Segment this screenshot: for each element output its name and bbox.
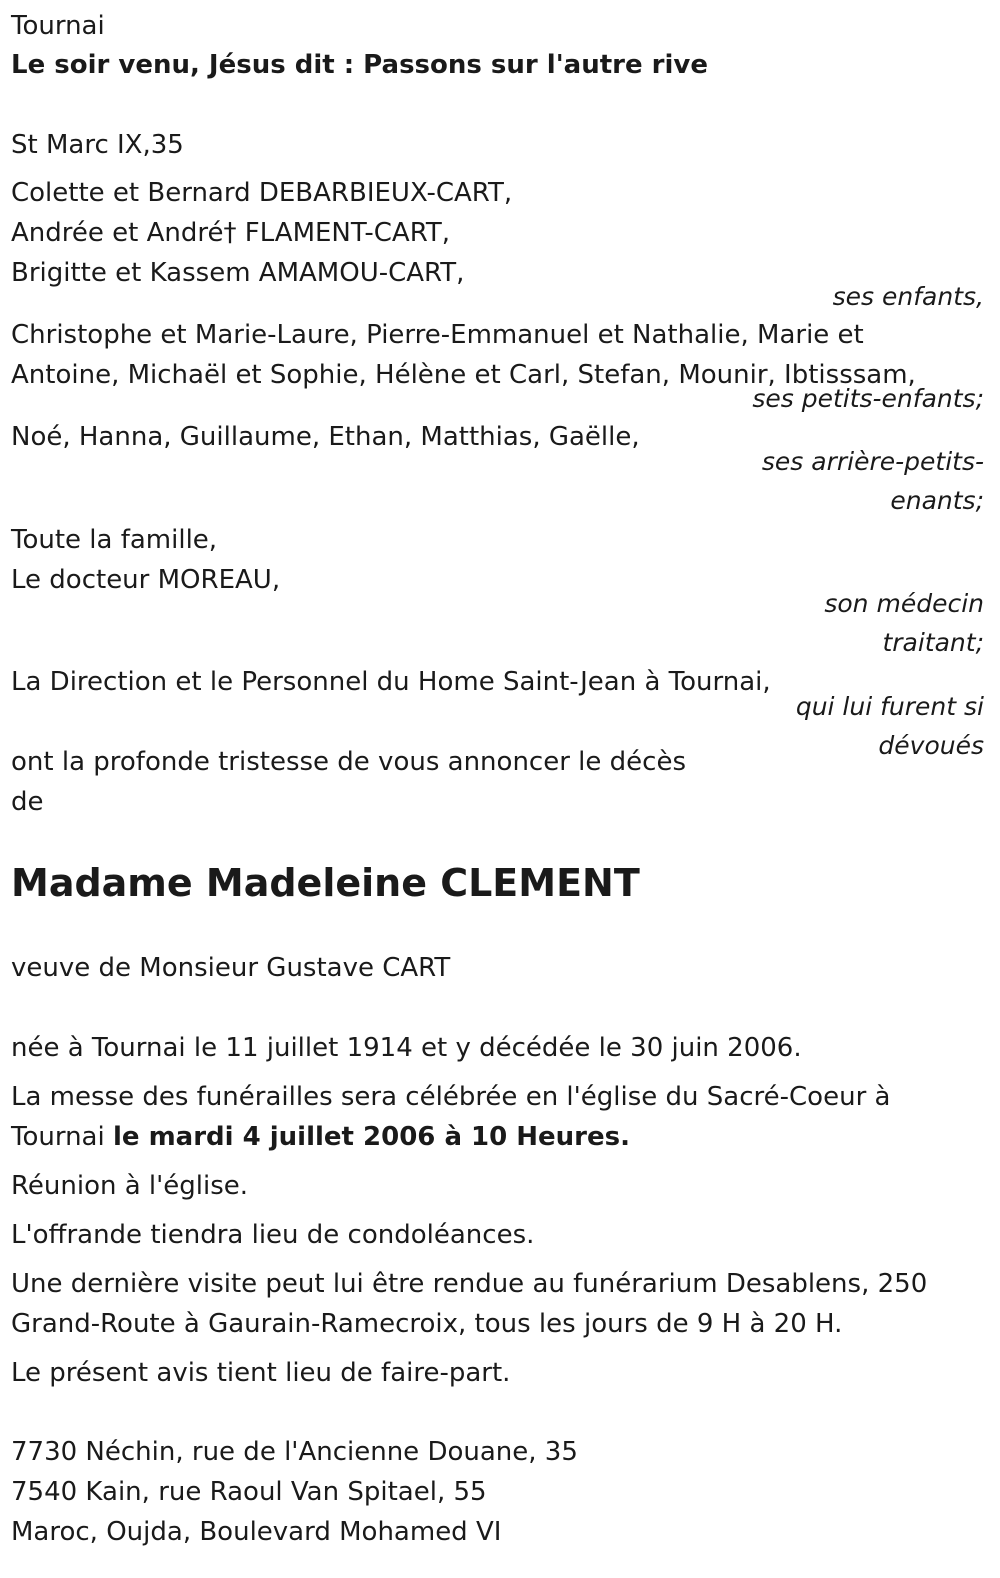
family-line: Toute la famille, <box>11 525 218 555</box>
mass-line-1: La messe des funérailles sera célébrée en l'église du Sacré-Coeur à <box>11 1082 891 1112</box>
children-line-2: Andrée et André† FLAMENT-CART, <box>11 218 451 248</box>
great-grandchildren-line: Noé, Hanna, Guillaume, Ethan, Matthias, Gaëlle, <box>11 422 640 452</box>
meeting-note: Réunion à l'église. <box>11 1171 249 1201</box>
deceased-name: Madame Madeleine CLEMENT <box>11 861 640 905</box>
city-heading: Tournai <box>11 11 105 41</box>
bible-quote: Le soir venu, Jésus dit : Passons sur l'autre rive <box>11 50 708 80</box>
offering-note: L'offrande tiendra lieu de condoléances. <box>11 1220 535 1250</box>
address-3: Maroc, Oujda, Boulevard Mohamed VI <box>11 1517 502 1547</box>
announcement-line-1: ont la profonde tristesse de vous annoncer le décès <box>11 747 686 777</box>
birth-death-dates: née à Tournai le 11 juillet 1914 et y décédée le 30 juin 2006. <box>11 1033 802 1063</box>
home-staff-line: La Direction et le Personnel du Home Saint-Jean à Tournai, <box>11 667 771 697</box>
address-1: 7730 Néchin, rue de l'Ancienne Douane, 35 <box>11 1437 578 1467</box>
grandchildren-role: ses petits-enfants; <box>752 384 984 413</box>
doctor-role-2: traitant; <box>882 628 984 657</box>
visit-line-1: Une dernière visite peut lui être rendue au funérarium Desablens, 250 <box>11 1269 928 1299</box>
bible-reference: St Marc IX,35 <box>11 130 184 160</box>
great-grandchildren-role-2: enants; <box>890 486 984 515</box>
notice-line: Le présent avis tient lieu de faire-part. <box>11 1358 511 1388</box>
widow-of: veuve de Monsieur Gustave CART <box>11 953 451 983</box>
mass-place: Tournai <box>11 1122 113 1152</box>
children-role: ses enfants, <box>832 282 984 311</box>
grandchildren-line-2: Antoine, Michaël et Sophie, Hélène et Carl, Stefan, Mounir, Ibtisssam, <box>11 360 916 390</box>
children-line-1: Colette et Bernard DEBARBIEUX-CART, <box>11 178 513 208</box>
grandchildren-line-1: Christophe et Marie-Laure, Pierre-Emmanuel et Nathalie, Marie et <box>11 320 864 350</box>
great-grandchildren-role-1: ses arrière-petits- <box>761 447 984 476</box>
visit-line-2: Grand-Route à Gaurain-Ramecroix, tous les jours de 9 H à 20 H. <box>11 1309 843 1339</box>
home-staff-role-2: dévoués <box>878 731 984 760</box>
doctor-line: Le docteur MOREAU, <box>11 565 281 595</box>
doctor-role-1: son médecin <box>824 589 984 618</box>
children-line-3: Brigitte et Kassem AMAMOU-CART, <box>11 258 465 288</box>
mass-line-2 <box>11 1117 630 1157</box>
home-staff-role-1: qui lui furent si <box>795 692 984 721</box>
address-2: 7540 Kain, rue Raoul Van Spitael, 55 <box>11 1477 487 1507</box>
mass-date-time: le mardi 4 juillet 2006 à 10 Heures. <box>112 1122 630 1152</box>
announcement-line-2: de <box>11 787 44 817</box>
